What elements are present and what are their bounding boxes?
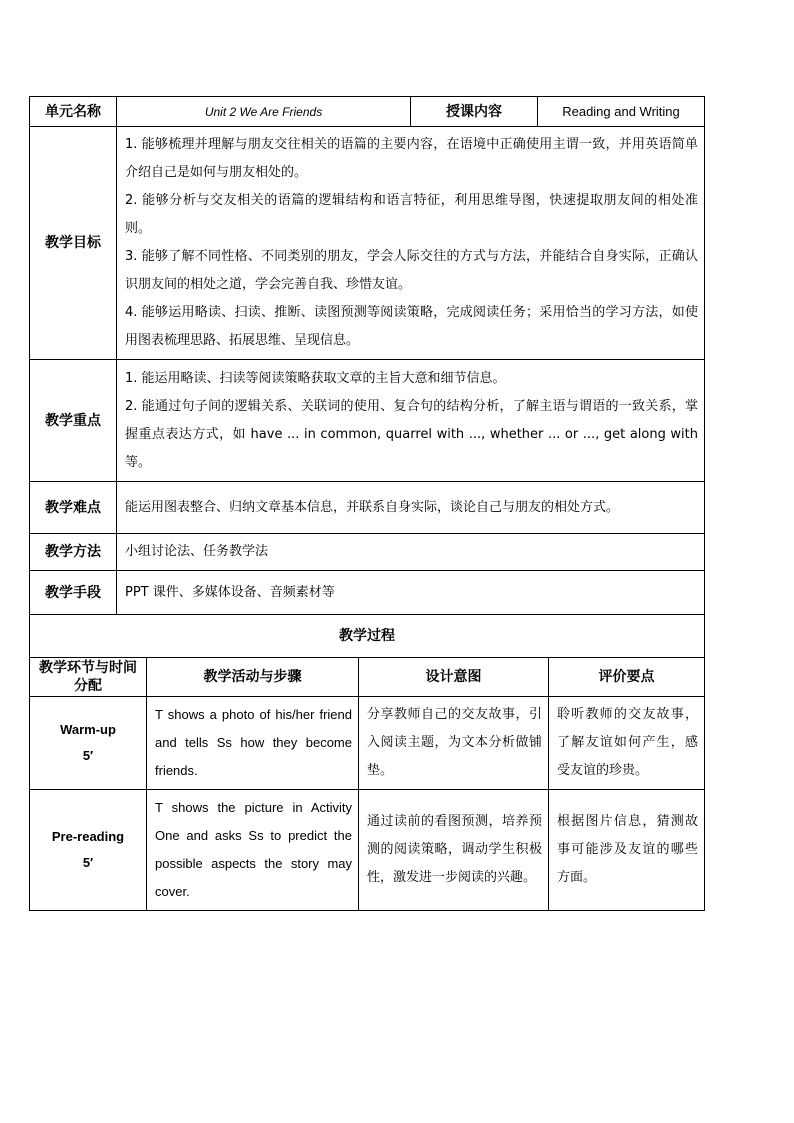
- methods-row: [30, 534, 705, 571]
- objectives-row: [30, 127, 705, 360]
- column-header-activity: 教学活动与步骤: [147, 658, 359, 697]
- methods-label: 教学方法: [30, 534, 117, 571]
- key-points-label: 教学重点: [30, 360, 117, 482]
- header-row: [30, 97, 705, 127]
- evaluation-cell: 根据图片信息，猜测故事可能涉及友谊的哪些方面。: [549, 790, 705, 911]
- key-point-item: 1. 能运用略读、扫读等阅读策略获取文章的主旨大意和细节信息。: [125, 370, 506, 386]
- content-label: 授课内容: [411, 97, 538, 127]
- activity-cell: T shows the picture in Activity One and asks Ss to predict the possible aspects the story may cover.: [147, 790, 359, 911]
- means-row: [30, 571, 705, 615]
- objective-item: 2. 能够分析与交友相关的语篇的逻辑结构和语言特征，利用思维导图，快速提取朋友间的相处准则。: [125, 193, 698, 236]
- process-title: 教学过程: [30, 615, 705, 658]
- key-point-item: 2. 能通过句子间的逻辑关系、关联词的使用、复合句的结构分析，了解主语与谓语的一致关系，掌握重点表达方式，如 have ... in common, quarrel with ..., whether ... or ..., get along with 等。: [125, 398, 698, 470]
- stage-name: Warm-up: [60, 722, 116, 737]
- activity-cell: T shows a photo of his/her friend and tells Ss how they become friends.: [147, 697, 359, 790]
- evaluation-cell: 聆听教师的交友故事，了解友谊如何产生，感受友谊的珍贵。: [549, 697, 705, 790]
- stage-time: 5′: [82, 748, 94, 763]
- difficulties-text: 能运用图表整合、归纳文章基本信息，并联系自身实际，谈论自己与朋友的相处方式。: [117, 482, 705, 534]
- stage-cell: [30, 697, 147, 790]
- process-row-prereading: [30, 790, 705, 911]
- content-value: Reading and Writing: [538, 97, 705, 127]
- column-header-stage: 教学环节与时间分配: [30, 658, 147, 697]
- column-header-intent: 设计意图: [359, 658, 549, 697]
- objectives-label: 教学目标: [30, 127, 117, 360]
- objective-item: 1. 能够梳理并理解与朋友交往相关的语篇的主要内容，在语境中正确使用主谓一致，并用英语简单介绍自己是如何与朋友相处的。: [125, 137, 698, 180]
- means-text: PPT 课件、多媒体设备、音频素材等: [117, 571, 705, 615]
- stage-time: 5′: [82, 855, 94, 870]
- intent-cell: 分享教师自己的交友故事，引入阅读主题，为文本分析做铺垫。: [359, 697, 549, 790]
- objective-item: 4. 能够运用略读、扫读、推断、读图预测等阅读策略，完成阅读任务；采用恰当的学习方法，如使用图表梳理思路、拓展思维、呈现信息。: [125, 305, 698, 348]
- process-title-row: [30, 615, 705, 658]
- unit-label: 单元名称: [30, 97, 117, 127]
- stage-cell: [30, 790, 147, 911]
- process-row-warmup: [30, 697, 705, 790]
- key-points-row: [30, 360, 705, 482]
- difficulties-row: [30, 482, 705, 534]
- means-label: 教学手段: [30, 571, 117, 615]
- lesson-info-table: [29, 96, 705, 615]
- column-header-evaluation: 评价要点: [549, 658, 705, 697]
- stage-name: Pre-reading: [51, 829, 125, 844]
- objective-item: 3. 能够了解不同性格、不同类别的朋友，学会人际交往的方式与方法，并能结合自身实际，正确认识朋友间的相处之道，学会完善自我、珍惜友谊。: [125, 249, 698, 292]
- key-points-content: [117, 360, 705, 482]
- process-header-row: [30, 658, 705, 697]
- teaching-process-table: [29, 614, 705, 911]
- methods-text: 小组讨论法、任务教学法: [117, 534, 705, 571]
- intent-cell: 通过读前的看图预测，培养预测的阅读策略，调动学生积极性，激发进一步阅读的兴趣。: [359, 790, 549, 911]
- unit-value: Unit 2 We Are Friends: [117, 97, 411, 127]
- objectives-content: [117, 127, 705, 360]
- difficulties-label: 教学难点: [30, 482, 117, 534]
